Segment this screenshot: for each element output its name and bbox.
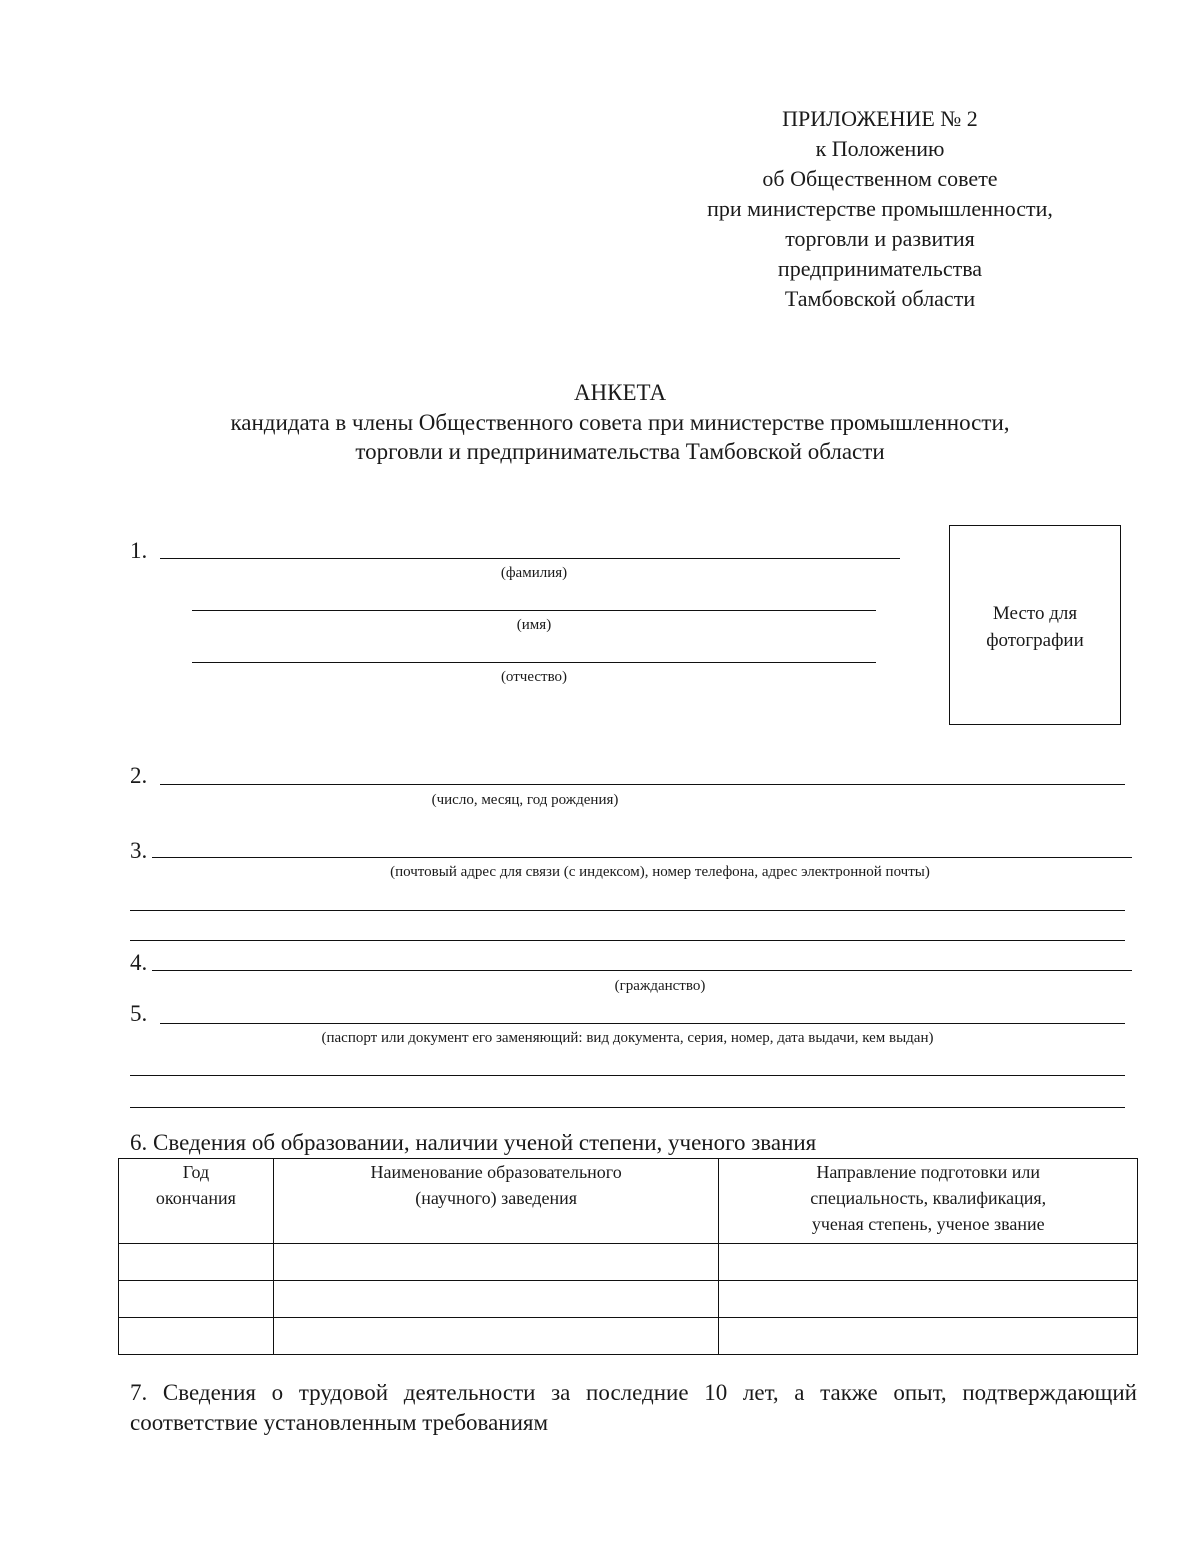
name-field[interactable] <box>192 610 876 611</box>
appendix-header <box>640 104 1120 314</box>
citizenship-field[interactable] <box>152 970 1132 971</box>
appendix-header-line: при министерстве промышленности, <box>707 196 1053 221</box>
education-table <box>118 1158 1138 1355</box>
column-header-line: (научного) заведения <box>415 1188 578 1208</box>
table-cell[interactable] <box>119 1244 274 1281</box>
column-header-institution <box>273 1159 719 1244</box>
patronymic-field[interactable] <box>192 662 876 663</box>
form-subtitle-line2: торговли и предпринимательства Тамбовской области <box>355 439 885 464</box>
table-row <box>119 1281 1138 1318</box>
appendix-header-line: торговли и развития <box>785 226 975 251</box>
item-1-number: 1. <box>130 538 148 563</box>
education-section-title: 6. Сведения об образовании, наличии ученой степени, ученого звания <box>130 1130 817 1155</box>
birth-date-caption: (число, месяц, год рождения) <box>431 792 619 808</box>
contact-field-line3[interactable] <box>130 940 1125 941</box>
contact-caption: (почтовый адрес для связи (с индексом), номер телефона, адрес электронной почты) <box>390 864 930 880</box>
column-header-line: Наименование образовательного <box>370 1162 622 1182</box>
column-header-line: ученая степень, ученое звание <box>811 1214 1045 1234</box>
appendix-header-line: Тамбовской области <box>784 286 976 311</box>
appendix-header-line: об Общественном совете <box>762 166 998 191</box>
form-title: АНКЕТА <box>573 380 667 405</box>
passport-caption: (паспорт или документ его заменяющий: вид документа, серия, номер, дата выдачи, кем выдан) <box>321 1030 934 1046</box>
table-cell[interactable] <box>719 1318 1138 1355</box>
column-header-specialty <box>719 1159 1138 1244</box>
contact-field-line2[interactable] <box>130 910 1125 911</box>
table-cell[interactable] <box>273 1281 719 1318</box>
table-cell[interactable] <box>273 1244 719 1281</box>
appendix-header-line: предпринимательства <box>777 256 983 281</box>
patronymic-caption: (отчество) <box>500 669 568 685</box>
photo-label-line2: фотографии <box>986 630 1084 651</box>
column-header-line: Направление подготовки или <box>816 1162 1040 1182</box>
table-cell[interactable] <box>119 1318 274 1355</box>
item-2-number: 2. <box>130 763 148 788</box>
photo-label-line1: Место для <box>992 603 1078 624</box>
contact-field[interactable] <box>152 857 1132 858</box>
employment-section-title: 7. Сведения о трудовой деятельности за последние 10 лет, а также опыт, подтверждающий соответствие установленным требованиям <box>130 1380 1137 1435</box>
passport-field-line3[interactable] <box>130 1107 1125 1108</box>
column-header-line: Год <box>182 1162 210 1182</box>
table-row <box>119 1318 1138 1355</box>
surname-field[interactable] <box>160 558 900 559</box>
birth-date-field[interactable] <box>160 784 1125 785</box>
passport-field-line2[interactable] <box>130 1075 1125 1076</box>
appendix-header-line: к Положению <box>815 136 945 161</box>
citizenship-caption: (гражданство) <box>614 978 706 994</box>
passport-field[interactable] <box>160 1023 1125 1024</box>
table-cell[interactable] <box>273 1318 719 1355</box>
name-caption: (имя) <box>516 617 552 633</box>
table-cell[interactable] <box>119 1281 274 1318</box>
column-header-line: окончания <box>155 1188 236 1208</box>
surname-caption: (фамилия) <box>500 565 568 581</box>
appendix-header-line: ПРИЛОЖЕНИЕ № 2 <box>782 106 978 131</box>
education-table-header <box>119 1159 1138 1244</box>
table-cell[interactable] <box>719 1244 1138 1281</box>
item-5-number: 5. <box>130 1001 148 1026</box>
item-4-number: 4. <box>130 950 148 975</box>
column-header-line: специальность, квалификация, <box>810 1188 1047 1208</box>
table-cell[interactable] <box>719 1281 1138 1318</box>
form-subtitle-line1: кандидата в члены Общественного совета при министерстве промышленности, <box>230 410 1010 435</box>
table-row <box>119 1244 1138 1281</box>
photo-placeholder <box>949 525 1121 725</box>
column-header-year <box>119 1159 274 1244</box>
item-3-number: 3. <box>130 838 148 863</box>
